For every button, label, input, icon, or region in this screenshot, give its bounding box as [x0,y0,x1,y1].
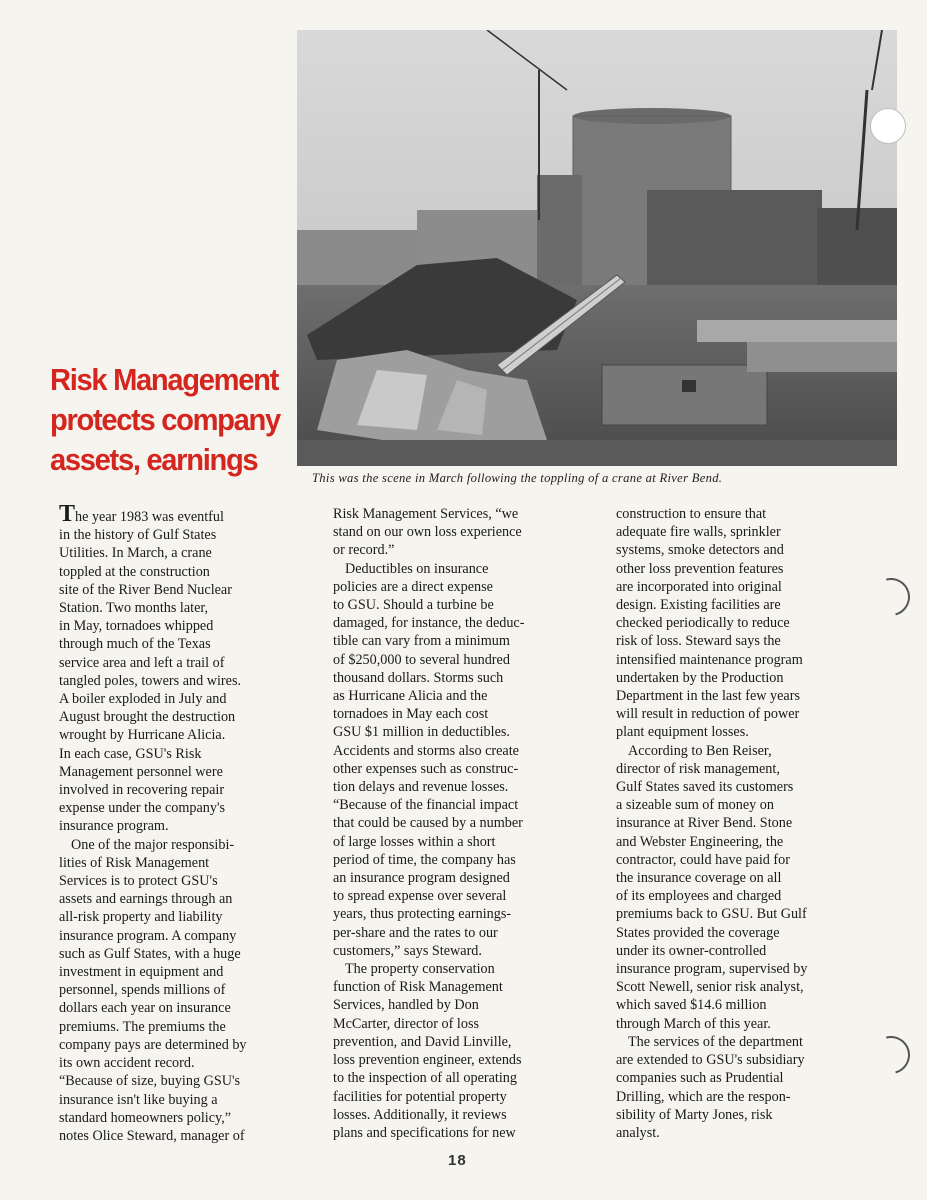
text-line: as Hurricane Alicia and the [333,688,488,705]
text-line: to the inspection of all operating [333,1070,517,1087]
text-line: premiums back to GSU. But Gulf [616,906,807,923]
text-line: customers,” says Steward. [333,942,482,959]
text-line: adequate fire walls, sprinkler [616,524,781,541]
text-line: tion delays and revenue losses. [333,779,509,796]
text-line: losses. Additionally, it reviews [333,1106,507,1123]
page-number: 18 [448,1152,467,1169]
text-line: contractor, could have paid for [616,851,790,868]
text-line: premiums. The premiums the [59,1018,226,1035]
article-column-1 [59,501,297,1145]
text-line: investment in equipment and [59,964,224,981]
text-line: facilities for potential property [333,1088,507,1105]
text-line: Gulf States saved its customers [616,779,794,796]
text-line: States provided the coverage [616,924,780,941]
text-line: Utilities. In March, a crane [59,545,212,562]
text-line: insurance program, supervised by [616,961,808,978]
text-line: prevention, and David Linville, [333,1033,512,1050]
text-line: such as Gulf States, with a huge [59,945,241,962]
text-line: lities of Risk Management [59,854,210,871]
text-line: GSU $1 million in deductibles. [333,724,510,741]
text-line: sibility of Marty Jones, risk [616,1106,773,1123]
text-line: of large losses within a short [333,833,496,850]
text-line: to GSU. Should a turbine be [333,597,494,614]
text-line: assets and earnings through an [59,891,233,908]
text-line: company pays are determined by [59,1036,247,1053]
text-line: which saved $14.6 million [616,997,767,1014]
text-line: “Because of the financial impact [333,797,519,814]
text-line-body: he year 1983 was eventful [75,509,224,525]
text-line: The services of the department [628,1033,803,1050]
text-line: in May, tornadoes whipped [59,618,214,635]
text-line: director of risk management, [616,760,780,777]
text-line: insurance program. [59,818,169,835]
crane-wreckage-image [297,30,897,466]
text-line: are extended to GSU's subsidiary [616,1052,805,1069]
text-line: will result in reduction of power [616,706,800,723]
text-line: In each case, GSU's Risk [59,745,202,762]
text-line: tible can vary from a minimum [333,633,510,650]
binder-ring-mark [865,571,917,623]
text-line: analyst. [616,1124,660,1141]
text-line: Accidents and storms also create [333,742,519,759]
text-line: through much of the Texas [59,636,211,653]
text-line: notes Olice Steward, manager of [59,1127,245,1144]
text-line: McCarter, director of loss [333,1015,479,1032]
text-line: are incorporated into original [616,578,782,595]
text-line: years, thus protecting earnings- [333,906,512,923]
text-line: tornadoes in May each cost [333,706,489,723]
text-line: involved in recovering repair [59,782,225,799]
text-line: plant equipment losses. [616,724,749,741]
text-line: According to Ben Reiser, [628,742,772,759]
text-line: Scott Newell, senior risk analyst, [616,979,804,996]
text-line: under its owner-controlled [616,942,767,959]
photo-caption: This was the scene in March following the toppling of a crane at River Bend. [312,471,723,485]
headline-line-2: protects company [50,402,280,437]
text-line: thousand dollars. Storms such [333,669,504,686]
text-line: Services is to protect GSU's [59,873,218,890]
text-line: checked periodically to reduce [616,615,790,632]
text-line: Department in the last few years [616,688,800,705]
text-line: Management personnel were [59,763,223,780]
text-line: One of the major responsibi- [71,836,235,853]
text-line: A boiler exploded in July and [59,691,227,708]
text-line: systems, smoke detectors and [616,542,784,559]
text-line: risk of loss. Steward says the [616,633,781,650]
text-line: a sizeable sum of money on [616,797,774,814]
text-line: its own accident record. [59,1055,195,1072]
article-column-3 [616,505,854,1142]
text-line: in the history of Gulf States [59,527,217,544]
text-line: Drilling, which are the respon- [616,1088,791,1105]
text-line: intensified maintenance program [616,651,803,668]
text-line: August brought the destruction [59,709,236,726]
text-line: loss prevention engineer, extends [333,1052,522,1069]
text-line: site of the River Bend Nuclear [59,581,232,598]
text-line: to spread expense over several [333,888,507,905]
text-line: toppled at the construction [59,563,210,580]
text-line: insurance at River Bend. Stone [616,815,793,832]
text-line: “Because of size, buying GSU's [59,1073,241,1090]
text-line: through March of this year. [616,1015,771,1032]
article-headline [50,360,285,480]
text-line: or record.” [333,542,395,559]
text-line: Deductibles on insurance [345,560,489,577]
text-line: service area and left a trail of [59,654,225,671]
text-line: plans and specifications for new [333,1124,516,1141]
text-line: period of time, the company has [333,851,516,868]
drop-cap: T [59,501,76,527]
text-line: tangled poles, towers and wires. [59,672,242,689]
text-line: Risk Management Services, “we [333,506,519,522]
headline-line-3: assets, earnings [50,442,258,477]
text-line: other expenses such as construc- [333,760,519,777]
text-line: personnel, spends millions of [59,982,226,999]
headline-line-1: Risk Management [50,362,279,397]
text-line [59,501,297,527]
text-line: construction to ensure that [616,506,767,522]
text-line: per-share and the rates to our [333,924,498,941]
text-line: and Webster Engineering, the [616,833,784,850]
text-line: other loss prevention features [616,560,784,577]
text-line: policies are a direct expense [333,578,493,595]
text-line: of its employees and charged [616,888,782,905]
text-line: Station. Two months later, [59,600,209,617]
text-line: function of Risk Management [333,979,503,996]
text-line: wrought by Hurricane Alicia. [59,727,226,744]
text-line: insurance isn't like buying a [59,1091,218,1108]
construction-photo [297,30,897,466]
text-line: companies such as Prudential [616,1070,784,1087]
text-line: The property conservation [345,961,495,978]
text-line: undertaken by the Production [616,669,784,686]
text-line: of $250,000 to several hundred [333,651,510,668]
text-line: standard homeowners policy,” [59,1109,232,1126]
text-line: expense under the company's [59,800,226,817]
binder-hole [870,108,906,144]
text-line: design. Existing facilities are [616,597,781,614]
text-line: Services, handled by Don [333,997,479,1014]
article-column-2 [333,505,573,1142]
text-line: dollars each year on insurance [59,1000,231,1017]
text-line: an insurance program designed [333,870,510,887]
text-line: insurance program. A company [59,927,237,944]
binder-ring-mark [865,1029,917,1081]
text-line: that could be caused by a number [333,815,523,832]
text-line: stand on our own loss experience [333,524,522,541]
text-line: damaged, for instance, the deduc- [333,615,525,632]
text-line: all-risk property and liability [59,909,223,926]
text-line: the insurance coverage on all [616,870,782,887]
